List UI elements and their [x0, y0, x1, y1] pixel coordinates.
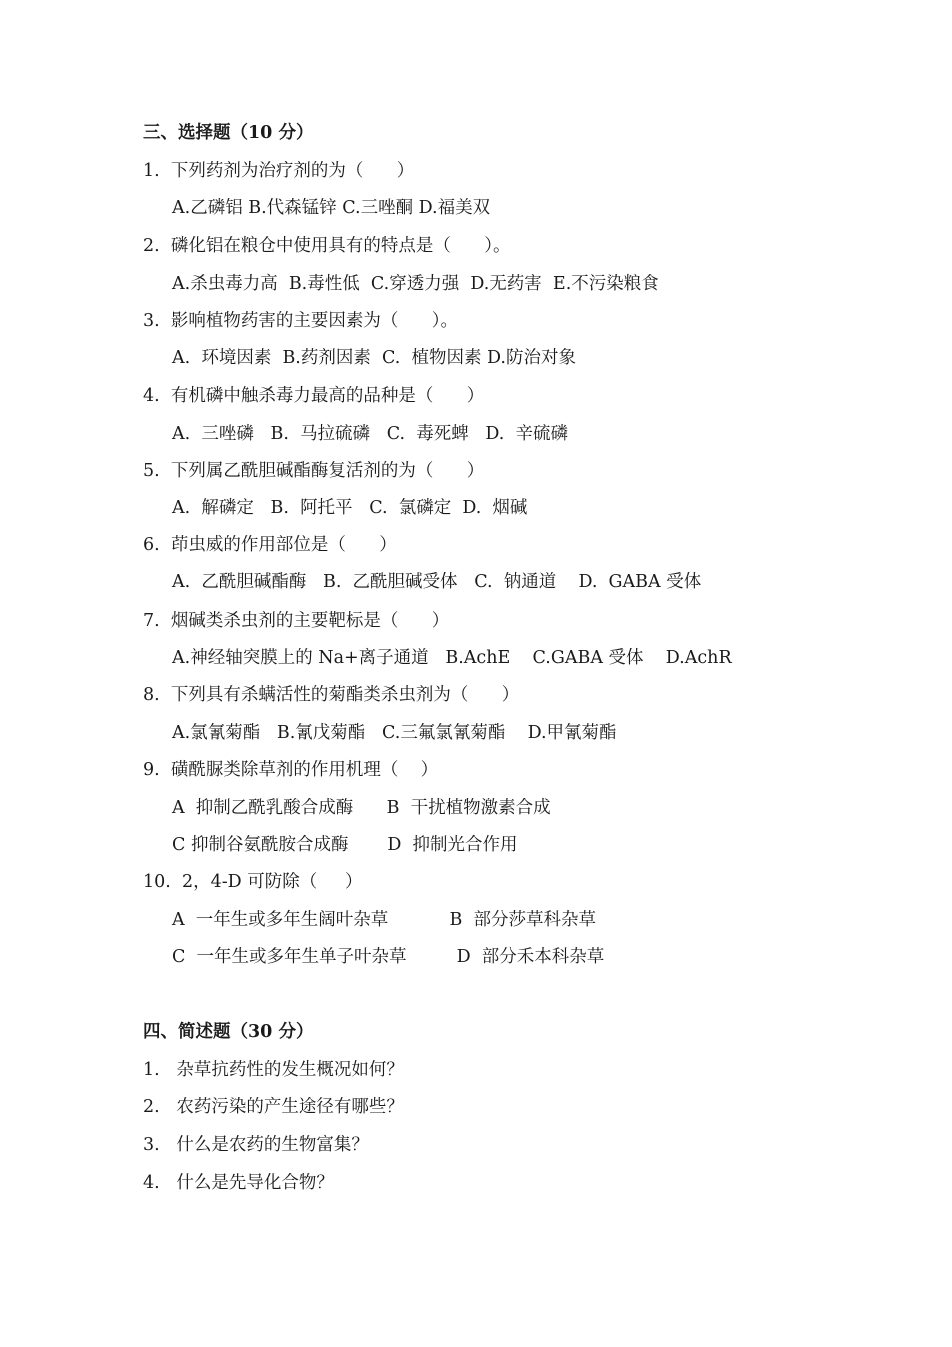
question-2-options: A.杀虫毒力高 B.毒性低 C.穿透力强 D.无药害 E.不污染粮食 [172, 274, 659, 294]
question-3: 3. 影响植物药害的主要因素为（ ）。 [143, 311, 458, 331]
question-10-options-line-2: C 一年生或多年生单子叶杂草 D 部分禾本科杂草 [172, 947, 605, 967]
question-4: 4. 有机磷中触杀毒力最高的品种是（ ） [143, 386, 485, 406]
question-9: 9. 磺酰脲类除草剂的作用机理（ ） [143, 760, 439, 780]
short-answer-1: 1. 杂草抗药性的发生概况如何？ [143, 1060, 404, 1080]
question-10: 10. 2，4-D 可防除（ ） [143, 872, 363, 892]
question-6-options: A. 乙酰胆碱酯酶 B. 乙酰胆碱受体 C. 钠通道 D. GABA 受体 [172, 572, 702, 592]
question-1-options: A.乙磷铝 B.代森锰锌 C.三唑酮 D.福美双 [172, 198, 491, 218]
question-1: 1. 下列药剂为治疗剂的为（ ） [143, 161, 415, 181]
question-8: 8. 下列具有杀螨活性的菊酯类杀虫剂为（ ） [143, 685, 520, 705]
question-4-options: A. 三唑磷 B. 马拉硫磷 C. 毒死蜱 D. 辛硫磷 [172, 424, 568, 444]
question-5: 5. 下列属乙酰胆碱酯酶复活剂的为（ ） [143, 461, 485, 481]
question-10-options-line-1: A 一年生或多年生阔叶杂草 B 部分莎草科杂草 [172, 910, 596, 930]
question-2: 2. 磷化铝在粮仓中使用具有的特点是（ ）。 [143, 236, 511, 256]
short-answer-3: 3. 什么是农药的生物富集？ [143, 1135, 369, 1155]
question-9-options-line-2: C 抑制谷氨酰胺合成酶 D 抑制光合作用 [172, 835, 518, 855]
section-4-title: 四、简述题（30 分） [143, 1022, 314, 1042]
short-answer-2: 2. 农药污染的产生途径有哪些？ [143, 1097, 404, 1117]
question-7: 7. 烟碱类杀虫剂的主要靶标是（ ） [143, 611, 450, 631]
question-8-options: A.氯氰菊酯 B.氰戊菊酯 C.三氟氯氰菊酯 D.甲氰菊酯 [172, 723, 617, 743]
question-3-options: A. 环境因素 B.药剂因素 C. 植物因素 D.防治对象 [172, 348, 576, 368]
question-6: 6. 茚虫威的作用部位是（ ） [143, 535, 397, 555]
question-5-options: A. 解磷定 B. 阿托平 C. 氯磷定 D. 烟碱 [172, 498, 528, 518]
question-9-options-line-1: A 抑制乙酰乳酸合成酶 B 干扰植物激素合成 [172, 798, 551, 818]
section-3-title: 三、选择题（10 分） [143, 123, 314, 143]
short-answer-4: 4. 什么是先导化合物？ [143, 1173, 334, 1193]
question-7-options: A.神经轴突膜上的 Na+离子通道 B.AchE C.GABA 受体 D.AchR [172, 648, 732, 668]
